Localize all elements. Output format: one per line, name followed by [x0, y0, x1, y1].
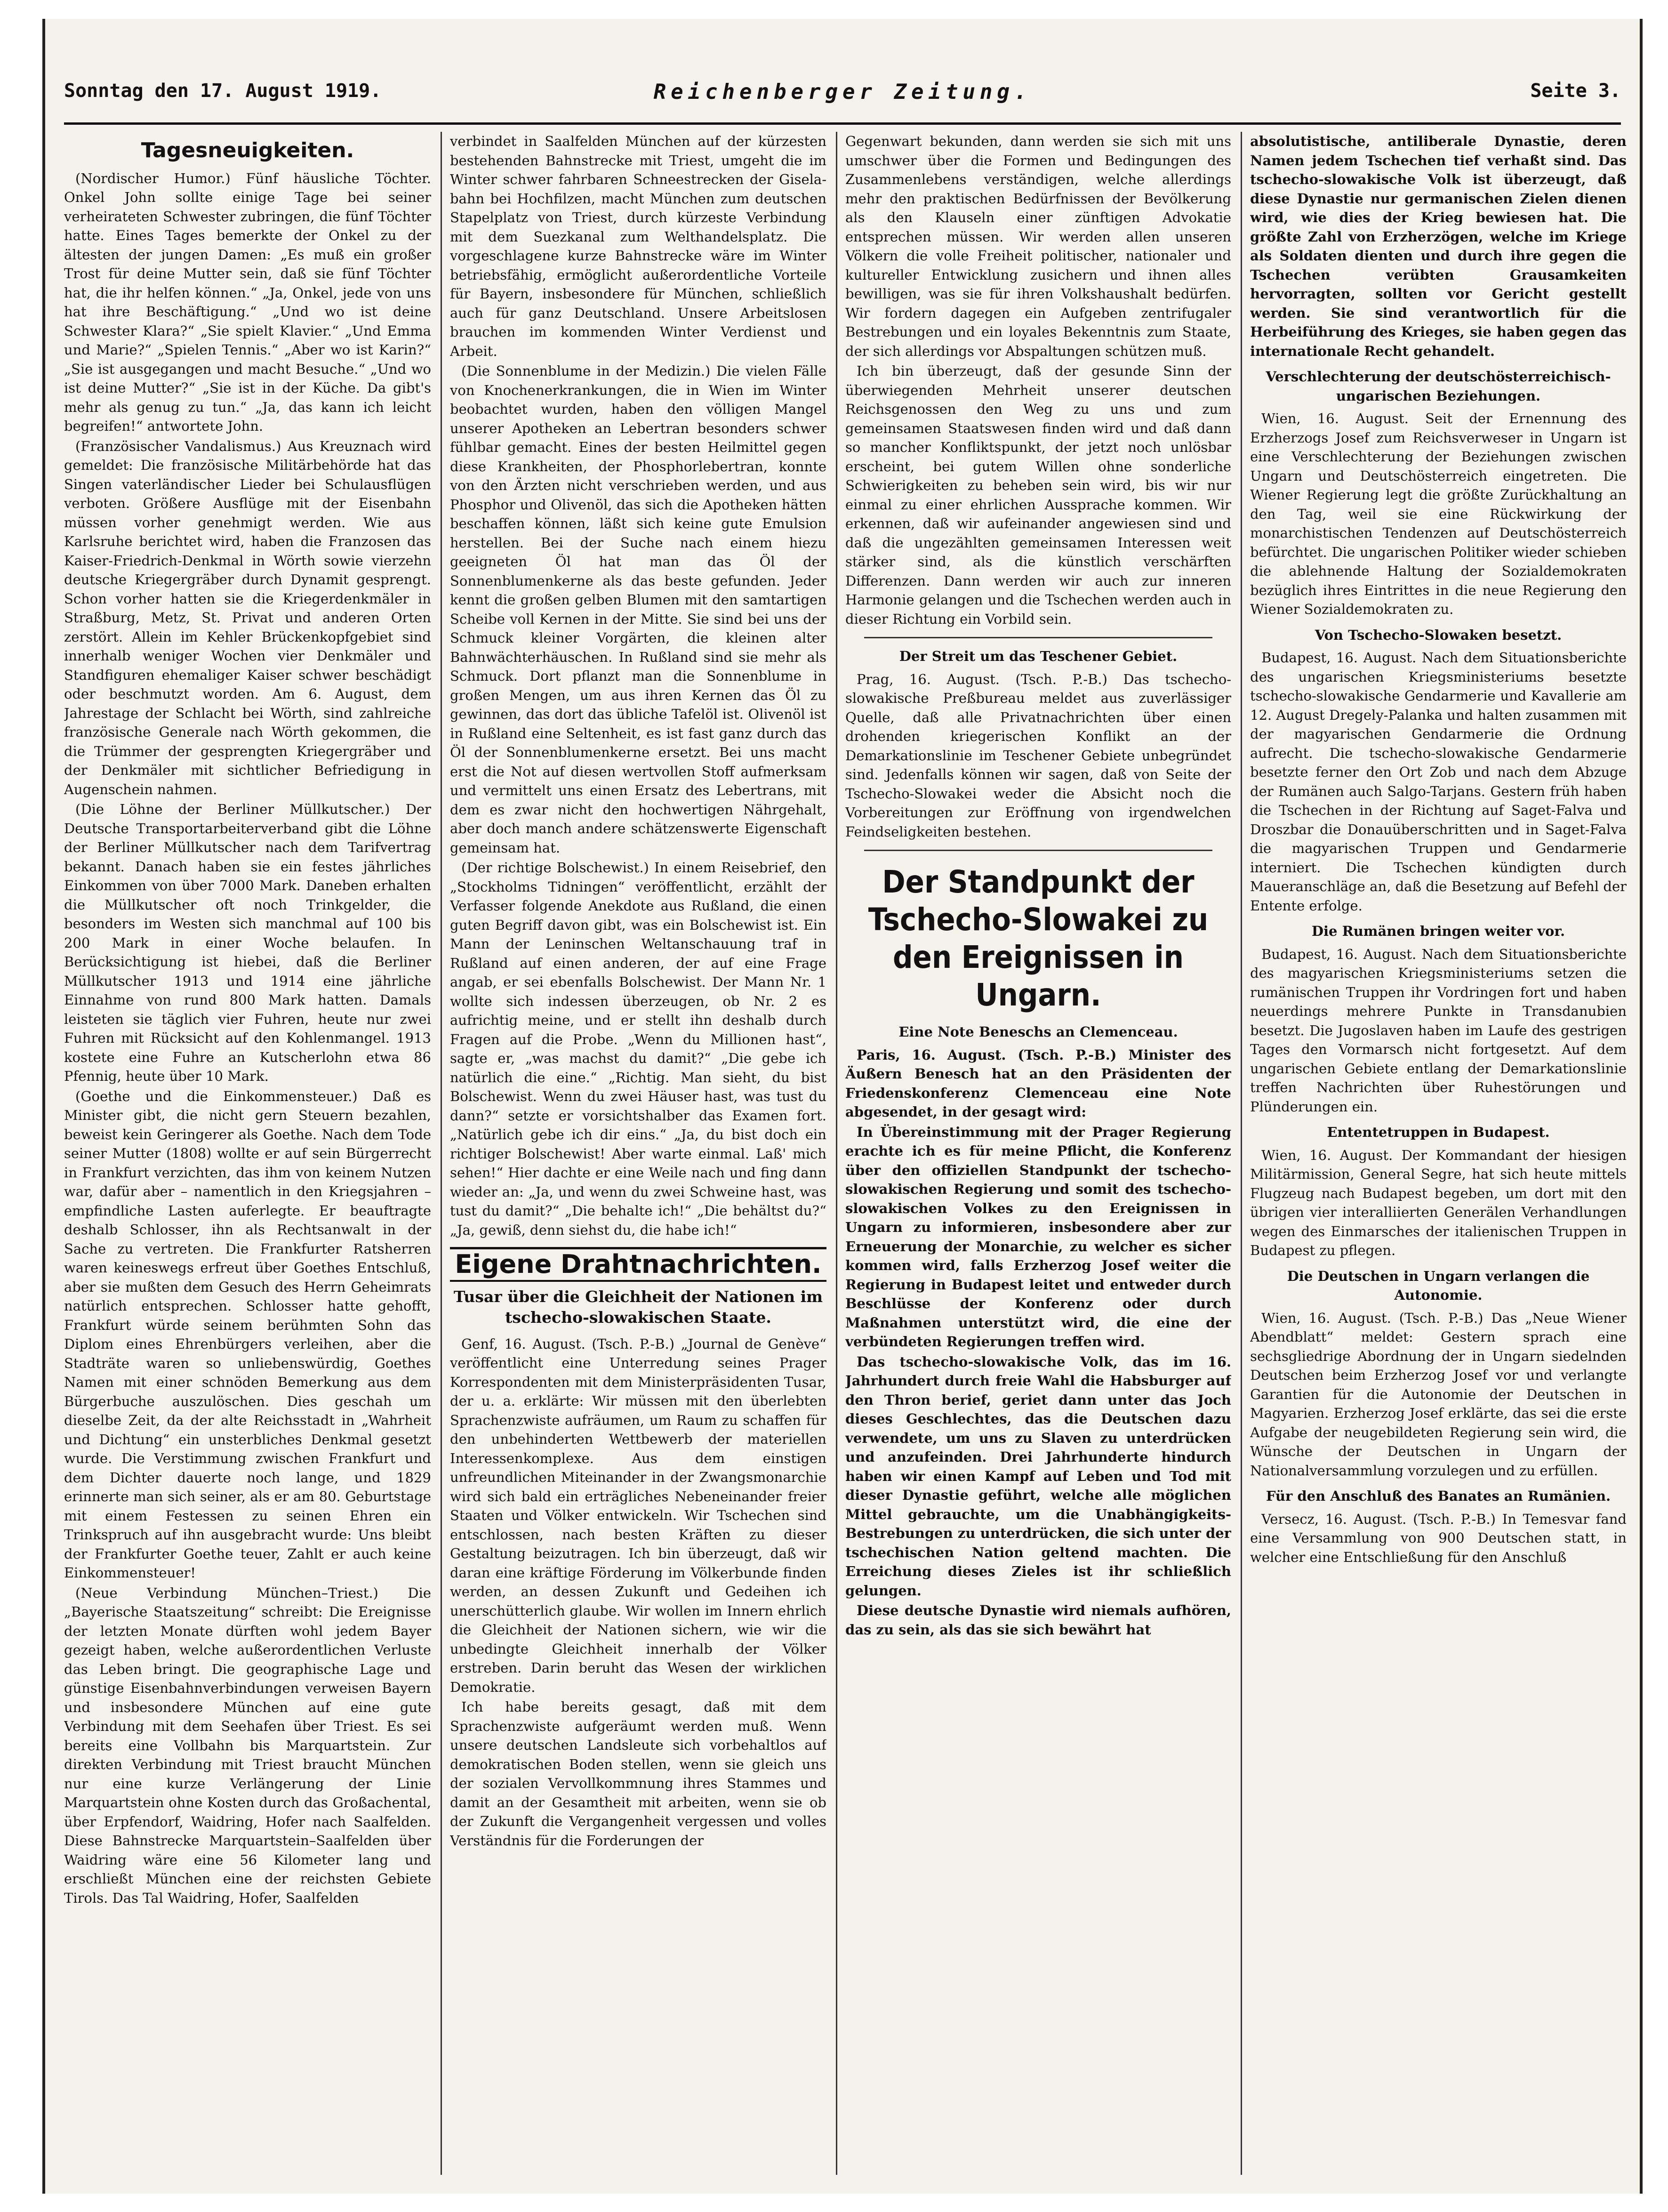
header-rule	[64, 122, 1621, 125]
article-title-rumaenen: Die Rumänen bringen weiter vor.	[1311, 923, 1565, 939]
column-divider	[441, 132, 442, 2175]
article-richtige-bolschewist: (Der richtige Bolschewist.) In einem Reisebrief, den „Stockholms Tidningen“ veröffentlicht, erzählt der Verfasser folgende Anekdote aus Rußland, die einen guten Begriff davon gibt, was ein Bolschewist ist. Ein Mann der Leninschen Weltanschauung traf in Rußland auf einen anderen, der auf eine Frage angab, er sei ebenfalls Bolschewist. Der Mann Nr. 1 wollte sich indessen überzeugen, ob Nr. 2 es aufrichtig meine, und er stellt ihn deshalb durch Fragen auf die Probe. „Wenn du Millionen hast“, sagte er, „was machst du damit?“ „Die gebe ich natürlich die eine.“ „Richtig. Man sieht, du bist Bolschewist. Wenn du zwei Häuser hast, was tust du dann?“ setzte er vorsichtshalber das Examen fort. „Natürlich gebe ich dir eins.“ „Ja, du bist doch ein richtiger Bolschewist! Aber warte einmal. Laß' mich sehen!“ Hier dachte er eine Weile nach und fing dann wieder an: „Ja, und wenn du zwei Schweine hast, was tust du damit?“ „Die behalte ich!“ „Die behältst du?“ „Ja, gewiß, denn siehst du, die habe ich!“	[450, 860, 826, 1238]
page-number: Seite 3.	[1530, 80, 1621, 102]
article-title-tusar: Tusar über die Gleichheit der Nationen im tschecho-slowakischen Staate.	[453, 1287, 823, 1327]
article-title-teschener-gebiet: Der Streit um das Teschener Gebiet.	[899, 648, 1178, 664]
column-divider	[1241, 132, 1242, 2175]
article-deutsche-ungarn-body: Wien, 16. August. (Tsch. P.-B.) Das „Neue Wiener Abendblatt“ meldet: Gestern sprach eine sechsgliedrige Abordnung der in Ungarn siedelnden Deutschen beim Erzherzog Josef vor und verlangte Garantien für die Autonomie der Deutschen in Magyarien. Erzherzog Josef erklärte, das sei die erste Aufgabe der neugebildeten Regierung sein wird, die Wünsche der Deutschen in Ungarn der Nationalversammlung vorzulegen und zu erfüllen.	[1250, 1310, 1627, 1479]
article-separator	[864, 850, 1212, 851]
article-tusar-body-2: Ich habe bereits gesagt, daß mit dem Sprachenzwiste aufgeräumt werden muß. Wenn unsere deutschen Landsleute sich vorbehaltlos auf demokratischen Boden stellen, wenn sie gleich uns der sozialen Vervollkommnung ihres Stammes und damit an der Gesamtheit mit arbeiten, wenn sie ob der Zukunft die Vergangenheit vergessen und volles Verständnis für die Forderungen der	[450, 1699, 826, 1849]
column-divider	[836, 132, 837, 2175]
header-date: Sonntag den 17. August 1919.	[64, 80, 382, 102]
article-besetzt-body: Budapest, 16. August. Nach dem Situationsberichte des ungarischen Kriegsministeriums besetzte tschecho-slowakische Gendarmerie und Kavallerie am 12. August Dregely-Palanka und halten zusammen mit der magyarischen Gendarmerie die Ordnung aufrecht. Die tschecho-slowakische Gendarmerie besetzte ferner den Ort Zob und nach dem Abzuge der Rumänen auch Salgo-Tarjans. Gestern früh haben die Tschechen in der Richtung auf Saget-Falva und Droszbar die Donauüberschritten und in Saget-Falva die magyarischen Truppen und Gendarmerie interniert. Die Tschechen kündigten durch Maueranschläge an, daß die Besetzung auf Befehl der Entente erfolge.	[1250, 650, 1627, 914]
article-banat-body: Versecz, 16. August. (Tsch. P.-B.) In Temesvar fand eine Versammlung von 900 Deutschen statt, in welcher eine Entschließung für den Anschluß	[1250, 1511, 1627, 1565]
article-benesch-body-3: Diese deutsche Dynastie wird niemals aufhören, das zu sein, als das sie sich bewährt hat	[845, 1602, 1231, 1638]
article-franzoesischer-vandalismus: (Französischer Vandalismus.) Aus Kreuznach wird gemeldet: Die französische Militärbehörde hat das Singen vaterländischer Lieder bei Schulausflügen verboten. Größere Ausflüge mit der Eisenbahn müssen vorher genehmigt werden. Wie aus Karlsruhe berichtet wird, haben die Franzosen das Kaiser-Friedrich-Denkmal in Wörth sowie vierzehn deutsche Kriegergräber durch Dynamit gesprengt. Schon vorher hatten sie die Kriegerdenkmäler in Straßburg, Metz, St. Privat und anderen Orten zerstört. Allein im Kehler Brückenkopfgebiet sind innerhalb weniger Wochen vier Denkmäler und Standfiguren ehemaliger Kaiser schwer beschädigt oder beschmutzt worden. Am 6. August, dem Jahrestage der Schlacht bei Wörth, sind zahlreiche französische Generale nach Wörth gekommen, die die Trümmer der gesprengten Kriegergräber und der Denkmäler mit sichtlicher Befriedigung in Augenschein nahmen.	[64, 438, 431, 797]
article-title-banat: Für den Anschluß des Banates an Rumänien.	[1266, 1488, 1611, 1504]
column-4	[1250, 132, 1627, 2180]
column-1	[64, 132, 431, 2180]
article-nordischer-humor: (Nordischer Humor.) Fünf häusliche Töchter. Onkel John sollte einige Tage bei seiner verheirateten Schwester zubringen, die fünf Töchter hatte. Eines Tages bemerkte der Onkel zu der ältesten der jungen Damen: „Es muß ein großer Trost für deine Mutter sein, daß sie fünf Töchter hat, die ihr helfen können.“ „Ja, Onkel, jede von uns hat ihre Beschäftigung.“ „Und wo ist deine Schwester Klara?“ „Sie spielt Klavier.“ „Und Emma und Marie?“ „Spielen Tennis.“ „Aber wo ist Karin?“ „Sie ist ausgegangen und macht Besuche.“ „Und wo ist deine Mutter?“ „Sie ist in der Küche. Da gibt's mehr als genug zu tun.“ „Ja, das kann ich leicht begreifen!“ antwortete John.	[64, 170, 431, 434]
article-continuation: absolutistische, antiliberale Dynastie, deren Namen jedem Tschechen tief verhaßt sind. Das tschecho-slowakische Volk ist überzeugt, daß diese Dynastie nur germanischen Zielen dienen wird, wie dies der Krieg bewiesen hat. Die größte Zahl von Erzherzögen, welche im Kriege als Soldaten dienten und durch ihre gegen die Tschechen verübten Grausamkeiten hervorragten, sollten vor Gericht gestellt werden. Sie sind verantwortlich für die Herbeiführung des Krieges, sie haben gegen das internationale Recht gehandelt.	[1250, 133, 1627, 359]
article-tusar-body: Genf, 16. August. (Tsch. P.-B.) „Journal de Genève“ veröffentlicht eine Unterredung seines Prager Korrespondenten mit dem Ministerpräsidenten Tusar, der u. a. erklärte: Wir müssen mit den überlebten Sprachenzwiste aufräumen, um Raum zu schaffen für den unbehinderten Wettbewerb der materiellen Interessenkomplexe. Aus dem einstigen unfreundlichen Miteinander in der Zwangsmonarchie wird sich bald ein erträgliches Nebeneinander freier Staaten und Völker entwickeln. Wir Tschechen sind entschlossen, nach besten Kräften zu dieser Gestaltung beizutragen. Ich bin überzeugt, daß wir daran eine kräftige Förderung im Völkerbunde finden werden, an dessen Zukunft und Gedeihen ich unerschütterlich glaube. Wir wollen im Innern ehrlich die Gleichheit der Nationen sichern, wie wir die unbedingte Gleichheit innerhalb der Völker erstreben. Darin beruht das Wesen der wirklichen Demokratie.	[450, 1335, 826, 1695]
article-tusar-conclusion: Ich bin überzeugt, daß der gesunde Sinn der überwiegenden Mehrheit unserer deutschen Reichsgenossen den Weg zu uns und zum gemeinsamen Staatswesen finden wird und daß dann so mancher Konfliktspunkt, der jetzt noch unlösbar erscheint, bei gutem Willen ohne sonderliche Schwierigkeiten zu beheben sein wird, bis wir nur einmal zu einer ehrlichen Aussprache kommen. Wir erkennen, daß wir aufeinander angewiesen sind und daß die ungezählten gemeinsamen Interessen weit stärker sind, als die künstlich verschärften Differenzen. Dann werden wir auch zur inneren Harmonie gelangen und die Tschechen werden auch in dieser Richtung ein Vorbild sein.	[845, 363, 1231, 627]
article-sonnenblume-medizin: (Die Sonnenblume in der Medizin.) Die vielen Fälle von Knochenerkrankungen, die in Wien im Winter beobachtet wurden, haben den völligen Mangel unserer Apotheken an Lebertran besonders schwer fühlbar gemacht. Eines der besten Heilmittel gegen diese Krankheiten, der Phosphorlebertran, konnte von den Ärzten nicht verschrieben werden, und aus Phosphor und Olivenöl, das sich die Apotheken hätten beschaffen können, läßt sich keine gute Emulsion herstellen. Bei der Suche nach einem hiezu geeigneten Öl hat man das Öl der Sonnenblumenkerne als das beste gefunden. Jeder kennt die großen gelben Blumen mit den samtartigen Scheibe voll Kernen in der Mitte. Sie sind bei uns der Schmuck kleiner Vorgärten, die kleinen alter Bahnwächterhäuschen. In Rußland sind sie mehr als Schmuck. Dort pflanzt man die Sonnenblume in großen Mengen, um aus ihren Kernen das Öl zu gewinnen, das dort das übliche Tafelöl ist. Olivenöl ist in Rußland eine Seltenheit, es ist fast ganz durch das Öl der Sonnenblumenkerne ersetzt. Bei uns macht erst die Not auf diesen wertvollen Stoff aufmerksam und vermittelt uns einen Ersatz des Lebertrans, mit dem es zwar nicht den hochwertigen Nährgehalt, aber doch manch andere schätzenswerte Eigenschaft gemeinsam hat.	[450, 363, 826, 856]
column-2	[450, 132, 826, 2180]
article-benesch-intro: Paris, 16. August. (Tsch. P.-B.) Minister des Äußern Benesch hat an den Präsidenten der Friedenskonferenz Clemenceau eine Note abgesendet, in der gesagt wird:	[845, 1046, 1231, 1120]
subheadline-note-benesch: Eine Note Beneschs an Clemenceau.	[898, 1024, 1178, 1040]
article-continuation: verbindet in Saalfelden München auf der kürzesten bestehenden Bahnstrecke mit Triest, umgeht die im Winter schwer fahrbaren Schneestrecken der Giselabahn bei Hochfilzen, macht München zum deutschen Stapelplatz von Triest, durch kürzeste Verbindung mit dem Suezkanal zum Welthandelsplatz. Die vorgeschlagene kurze Bahnstrecke wäre im Winter betriebsfähig, ermöglicht außerordentliche Vorteile für Bayern, insbesondere für München, schließlich auch für ganz Deutschland. Unsere Arbeitslosen brauchen im kommenden Winter Verdienst und Arbeit.	[450, 133, 826, 359]
headline-standpunkt-tschecho-slowakei: Der Standpunkt der Tschecho-Slowakei zu den Ereignissen in Ungarn.	[868, 864, 1209, 1013]
article-title-deutsche-ungarn: Die Deutschen in Ungarn verlangen die Autonomie.	[1287, 1268, 1590, 1303]
article-goethe-einkommensteuer: (Goethe und die Einkommensteuer.) Daß es Minister gibt, die nicht gern Steuern bezahlen, beweist kein Geringerer als Goethe. Nach dem Tode seiner Mutter (1808) wollte er auf sein Bürgerrecht in Frankfurt verzichten, das ihm von keinem Nutzen war, dafür aber – namentlich in den Kriegsjahren – empfindliche Lasten auferlegte. Er beauftragte deshalb Schlosser, ihn als Rechtsanwalt in der Sache zu vertreten. Die Frankfurter Ratsherren waren keineswegs erfreut über Goethes Entschluß, aber sie mußten dem Gesuch des Herrn Geheimrats natürlich entsprechen. Schlosser hatte gehofft, Frankfurt würde seinem berühmten Sohn das Diplom eines Ehrenbürgers verleihen, aber die Stadträte waren so unliebenswürdig, Goethes Namen mit einer schnöden Bemerkung aus dem Bürgerbuche auszulöschen. Dies geschah um dieselbe Zeit, da der alte Reichsstadt in „Wahrheit und Dichtung“ ein unsterbliches Denkmal gesetzt wurde. Die Verstimmung zwischen Frankfurt und dem Dichter dauerte noch lange, und 1829 erinnerte man sich seiner, als er am 80. Geburtstage mit einem Festessen zu seinen Ehren ein Trinkspruch auf ihn ausgebracht wurde: Uns bleibt der Frankfurter Goethe teuer, Zahlt er auch keine Einkommensteuer!	[64, 1088, 431, 1581]
article-title-ententetruppen: Ententetruppen in Budapest.	[1327, 1124, 1550, 1140]
article-verschlechterung-body: Wien, 16. August. Seit der Ernennung des Erzherzogs Josef zum Reichsverweser in Ungarn ist eine Verschlechterung der Beziehungen zwischen Ungarn und Deutschösterreich eingetreten. Die Wiener Regierung legt die größte Zurückhaltung an den Tag, weil sie eine Rückwirkung der monarchistischen Tendenzen auf Deutschösterreich befürchtet. Die ungarischen Politiker wieder schieben die ablehnende Haltung der Sozialdemokraten bezüglich ihres Eintrittes in die neue Regierung den Wiener Sozialdemokraten zu.	[1250, 410, 1627, 617]
article-continuation: Gegenwart bekunden, dann werden sie sich mit uns umschwer über die Formen und Bedingungen des Zusammenlebens verständigen, welche allerdings mehr den praktischen Bedürfnissen der Bevölkerung als den Klauseln einer zünftigen Advokatie entsprechen müssen. Wir werden allen unseren Völkern die volle Freiheit politischer, nationaler und kultureller Entwicklung zusichern und ihnen alles bewilligen, was sie für ihren Volkshaushalt bedürfen. Wir fordern dagegen ein Aufgeben zentrifugaler Bestrebungen und ein loyales Bekenntnis zum Staate, der sich allerdings vor Abspaltungen schützen muß.	[845, 133, 1231, 359]
article-muellkutscher: (Die Löhne der Berliner Müllkutscher.) Der Deutsche Transportarbeiterverband gibt die Löhne der Berliner Müllkutscher nach dem Tarifvertrag bekannt. Danach haben sie ein festes jährliches Einkommen von über 7000 Mark. Daneben erhalten die Müllkutscher oft noch Trinkgelder, die besonders im Westen sich manchmal auf 100 bis 200 Mark in einer Woche belaufen. In Berücksichtigung ist hiebei, daß die Berliner Müllkutscher 1913 und 1914 eine jährliche Einnahme von rund 800 Mark hatten. Damals leisteten sie täglich vier Fuhren, heute nur zwei Fuhren mit Rücksicht auf den Kohlenmangel. 1913 kostete eine Fuhre an Kutscherlohn etwa 86 Pfennig, heute über 10 Mark.	[64, 801, 431, 1084]
article-title-tschecho-slowaken-besetzt: Von Tschecho-Slowaken besetzt.	[1315, 627, 1562, 643]
column-3	[845, 132, 1231, 2180]
article-title-verschlechterung: Verschlechterung der deutschösterreichisch-ungarischen Beziehungen.	[1266, 369, 1611, 404]
article-rumaenen-body: Budapest, 16. August. Nach dem Situationsberichte des magyarischen Kriegsministeriums setzen die rumänischen Truppen ihr Vordringen fort und haben neuerdings mehrere Punkte in Transdanubien besetzt. Die Jugoslaven haben im Laufe des gestrigen Tages den Vormarsch nicht fortgesetzt. Auf dem ungarischen Gebiete entlang der Demarkationslinie treffen Nachrichten über Ruhestörungen und Plünderungen ein.	[1250, 946, 1627, 1115]
article-ententetruppen-body: Wien, 16. August. Der Kommandant der hiesigen Militärmission, General Segre, hat sich heute mittels Flugzeug nach Budapest begeben, um dort mit den übrigen vier interalliierten Generälen Verhandlungen wegen des Einmarsches der italienischen Truppen in Budapest zu pflegen.	[1250, 1147, 1627, 1258]
article-benesch-body: In Übereinstimmung mit der Prager Regierung erachte ich es für meine Pflicht, die Konferenz über den offiziellen Standpunkt der tschecho-slowakischen Regierung und somit des tschecho-slowakischen Volkes zu den Ereignissen in Ungarn zu informieren, insbesondere aber zur Erneuerung der Monarchie, zu welcher es sicher kommen wird, falls Erzherzog Josef weiter die Regierung in Budapest leitet und entweder durch Beschlüsse der Konferenz oder durch Maßnahmen unterstützt wird, die eine der verbündeten Regierungen treffen wird.	[845, 1124, 1231, 1350]
article-teschener-body: Prag, 16. August. (Tsch. P.-B.) Das tschecho-slowakische Preßbureau meldet aus zuverlässiger Quelle, daß alle Privatnachrichten über einen drohenden kriegerischen Konflikt an der Demarkationslinie im Teschener Gebiete unbegründet sind. Jedenfalls können wir sagen, daß von Seite der Tschecho-Slowakei weder die Absicht noch die Vorbereitungen zur Eröffnung von irgendwelchen Feindseligkeiten bestehen.	[845, 671, 1231, 840]
section-heading-drahtnachrichten: Eigene Drahtnachrichten.	[450, 1247, 826, 1282]
newspaper-title: Reichenberger Zeitung.	[653, 80, 1032, 104]
article-benesch-body-2: Das tschecho-slowakische Volk, das im 16. Jahrhundert durch freie Wahl die Habsburger auf den Thron berief, geriet dann unter das Joch dieses Geschlechtes, das die Deutschen dazu verwendete, um uns zu Slaven zu unterdrücken und anzufeinden. Drei Jahrhunderte hindurch haben wir einen Kampf auf Leben und Tod mit dieser Dynastie geführt, welche alle möglichen Mittel gebrauchte, um die Unabhängigkeits-Bestrebungen zu unterdrücken, die sich unter der tschechischen Nation geltend machten. Die Erreichung dieses Zieles ist ihr schließlich gelungen.	[845, 1353, 1231, 1599]
newspaper-page	[42, 19, 1643, 2194]
section-heading-tagesneuigkeiten: Tagesneuigkeiten.	[141, 138, 354, 162]
page-header	[64, 80, 1621, 118]
article-verbindung-muenchen-triest: (Neue Verbindung München–Triest.) Die „Bayerische Staatszeitung“ schreibt: Die Ereignisse der letzten Monate dürften wohl jedem Bayer gezeigt haben, welche außerordentlichen Verluste das Leben bringt. Die geographische Lage und günstige Eisenbahnverbindungen verweisen Bayern und insbesondere München auf eine gute Verbindung mit dem Seehafen über Triest. Es sei bereits eine Vollbahn bis Marquartstein. Zur direkten Verbindung mit Triest braucht München nur eine kurze Verlängerung der Linie Marquartstein ohne Kosten durch das Großachental, über Erpfendorf, Waidring, Hofer nach Saalfelden. Diese Bahnstrecke Marquartstein–Saalfelden über Waidring wäre eine 56 Kilometer lang und erschließt München eine der reichsten Gebiete Tirols. Das Tal Waidring, Hofer, Saalfelden	[64, 1585, 431, 1906]
article-separator	[864, 637, 1212, 638]
